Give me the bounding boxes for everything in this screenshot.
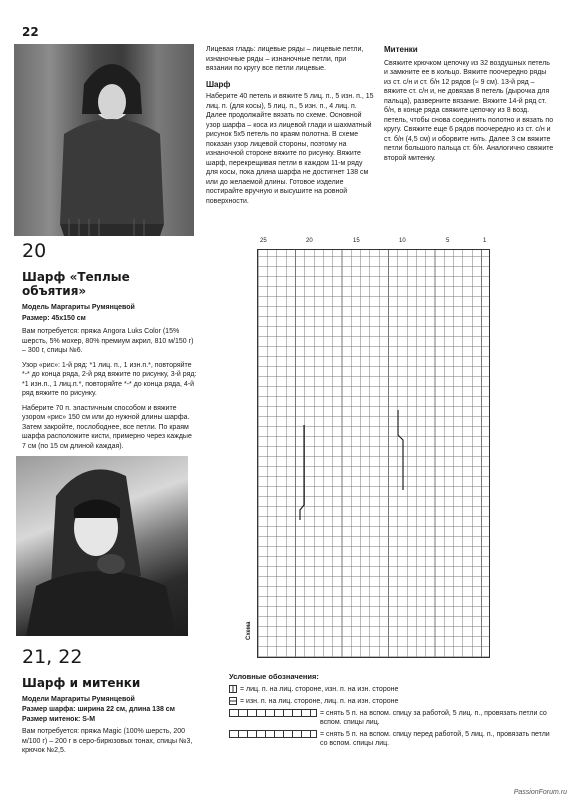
knit-symbol-icon bbox=[229, 685, 237, 693]
legend-item-cable-front bbox=[229, 730, 554, 748]
model-20-materials: Вам потребуется: пряжа Angora Luks Color (15% шерсть, 5% мохер, 80% премиум акрил, 810 м/150 г) – 300 г, спицы №6. bbox=[22, 328, 194, 354]
legend bbox=[229, 672, 554, 748]
col-num-10: 10 bbox=[399, 238, 406, 244]
model-20-size: Размер: 45х150 см bbox=[22, 315, 86, 322]
model-21-number: 21, 22 bbox=[22, 646, 83, 668]
legend-text-cable-back: = снять 5 п. на вспом. спицу за работой, 5 лиц. п., провязать петли со вспом. спицы лиц. bbox=[320, 710, 547, 726]
scarf-heading: Шарф bbox=[206, 79, 231, 89]
model-20-designer: Модель Маргариты Румянцевой bbox=[22, 304, 135, 311]
model-20-section bbox=[22, 240, 197, 451]
legend-title: Условные обозначения: bbox=[229, 672, 319, 681]
model-20-instructions: Наберите 70 п. эластичным способом и вяжите узором «рис» 150 см или до нужной длины шарфа. Затем закройте, послободнее, все петли. По краям шарфа расположите кисти, примерно через каждые 7 см (по 15 см длиной каждая). bbox=[22, 404, 192, 450]
knitting-chart bbox=[257, 249, 490, 658]
model-20-pattern: Узор «рис»: 1-й ряд: *1 лиц. п., 1 изн.п.*, повторяйте *-* до конца ряда, 2-й ряд вяжите по рисунку, 3-й ряд: *1 изн.п., 1 лиц.п.*, повторяйте *-* до конца ряда, 4-й ряд вяжите по рисунку. bbox=[22, 361, 197, 397]
model-21-title: Шарф и митенки bbox=[22, 676, 141, 690]
scarf-instructions: Наберите 40 петель и вяжите 5 лиц. п., 5 изн. п., 15 лиц. п. (для косы), 5 лиц. п., 5 изн. п., 4 лиц. п. Далее продолжайте вязать по схеме. Основной узор шарфа – коса из лицевой глади и шахматный рисунок 5х5 петель по краям полотна. В схеме показан узор лицевой стороны, поэтому на изнаночной стороне вяжите по рисунку. Вяжите шарф, перекрещивая петли в каждом 11-м ряду для косы, пока длина шарфа не достигнет 138 см или до желаемой длины. Готовое изделие постирайте вручную и высушите на ровной поверхности. bbox=[206, 93, 374, 205]
page-number: 22 bbox=[22, 25, 39, 39]
cable-front-symbol-icon bbox=[229, 730, 317, 738]
model-21-size-scarf: Размер шарфа: ширина 22 см, длина 138 см bbox=[22, 706, 175, 713]
model-20-number: 20 bbox=[22, 240, 47, 262]
chart-label: Схема bbox=[246, 621, 252, 640]
col-num-5: 5 bbox=[446, 238, 450, 244]
model-21-section bbox=[22, 646, 197, 756]
legend-text-knit: = лиц. п. на лиц. стороне, изн. п. на изн. стороне bbox=[240, 686, 399, 693]
legend-item-knit bbox=[229, 685, 554, 694]
col-num-1: 1 bbox=[483, 238, 487, 244]
right-column-text bbox=[384, 45, 554, 163]
legend-item-cable-back bbox=[229, 709, 554, 727]
mitts-instructions: Свяжите крючком цепочку из 32 воздушных петель и замкните ее в кольцо. Вяжите поочередно ряды из ст. с/н и ст. б/н 12 рядов (≈ 9 см). 13-й ряд – вяжите ст. с/н и, не довязав 8 петель (дырочка для пальца), разверните вязание. Вяжите 14-й ряд ст. б/н, в конце ряда свяжите цепочку из 8 возд. петель, чтобы снова соединить полотно и вязать по кругу. Свяжите еще 6 рядов поочередно из ст. с/н и ст. б/н (4,5 см) и оборвите нить. Далее 3 см вяжите петли большого пальца ст. б/н. Аналогично свяжите второй митенку. bbox=[384, 59, 554, 162]
purl-symbol-icon bbox=[229, 697, 237, 705]
photo-woman-hood bbox=[16, 456, 188, 636]
col-num-25: 25 bbox=[260, 238, 267, 244]
model-20-title: Шарф «Теплые объятия» bbox=[22, 270, 130, 298]
legend-item-purl bbox=[229, 697, 554, 706]
photo-scarf-woman bbox=[14, 44, 194, 236]
model-21-size-mitts: Размер митенок: S-M bbox=[22, 716, 96, 723]
watermark: PassionForum.ru bbox=[513, 789, 567, 796]
cable-back-symbol-icon bbox=[229, 709, 317, 717]
stitch-description: Лицевая гладь: лицевые ряды – лицевые петли, изнаночные ряды – изнаночные петли, при вязании по кругу все петли лицевые. bbox=[206, 46, 364, 72]
model-21-designer: Модели Маргариты Румянцевой bbox=[22, 696, 135, 703]
legend-text-purl: = изн. п. на лиц. стороне, лиц. п. на изн. стороне bbox=[240, 698, 399, 705]
col-num-20: 20 bbox=[306, 238, 313, 244]
model-21-materials: Вам потребуется: пряжа Magic (100% шерсть, 200 м/100 г) – 200 г в серо-бирюзовых тонах, спицы №3, крючок №2,5. bbox=[22, 728, 193, 754]
mitts-heading: Митенки bbox=[384, 45, 418, 54]
mid-column-text bbox=[206, 45, 374, 206]
chart-column-numbers bbox=[258, 238, 490, 248]
col-num-15: 15 bbox=[353, 238, 360, 244]
legend-text-cable-front: = снять 5 п. на вспом. спицу перед работой, 5 лиц. п., провязать петли со вспом. спицы лиц. bbox=[320, 731, 550, 747]
